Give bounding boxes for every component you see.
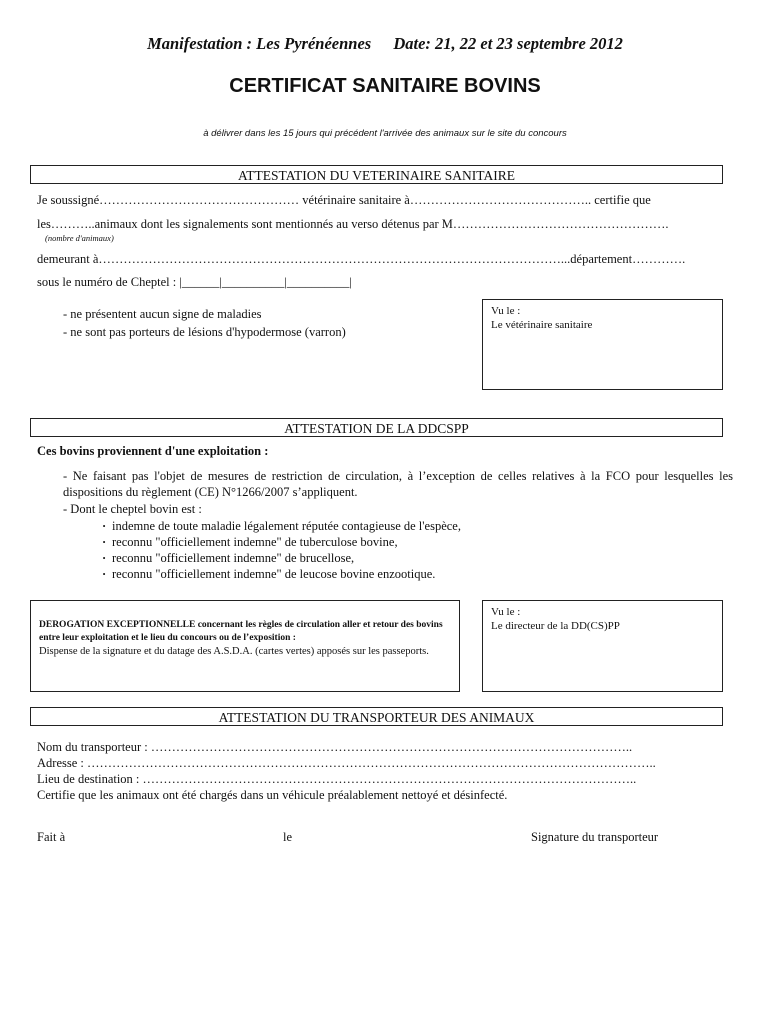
transport-section-heading: ATTESTATION DU TRANSPORTEUR DES ANIMAUX — [30, 707, 723, 726]
event-name: Manifestation : Les Pyrénéennes — [147, 34, 372, 53]
ddcspp-status-item: · reconnu "officiellement indemne" de leucose bovine enzootique. — [102, 566, 461, 582]
ddcspp-intro: Ces bovins proviennent d'une exploitation : — [37, 444, 269, 458]
vet-box-date-label: Vu le : — [491, 305, 521, 317]
ddcspp-section-heading: ATTESTATION DE LA DDCSPP — [30, 418, 723, 437]
ddcspp-paragraph-1: - Ne faisant pas l'objet de mesures de restriction de circulation, à l’exception de celles relatives à la FCO pour lesquelles les dispositions du règlement (CE) N°1266/2007 s’appliquent. — [63, 469, 733, 499]
transport-name-field[interactable]: Nom du transporteur : …………………………………………………………………………………………………….. — [37, 740, 633, 754]
vet-signature-box[interactable] — [482, 299, 723, 390]
vet-bullet-item: - ne présentent aucun signe de maladies — [63, 307, 262, 321]
transport-destination-field[interactable]: Lieu de destination : ……………………………………………………………………………………………………….. — [37, 772, 637, 786]
ddcspp-status-list — [102, 518, 461, 582]
vet-line-3: demeurant à…………………………………………………………………………………………………...département…………. — [37, 252, 686, 266]
ddcspp-status-item: · reconnu "officiellement indemne" de tuberculose bovine, — [102, 534, 461, 550]
derogation-box — [30, 600, 460, 692]
date-le-label: le — [283, 830, 293, 844]
ddcspp-paragraph-2: - Dont le cheptel bovin est : — [63, 502, 202, 516]
derogation-text: Dispense de la signature et du datage des A.S.D.A. (cartes vertes) apposés sur les passeports. — [39, 646, 429, 657]
event-header — [0, 34, 770, 54]
ddcspp-status-item: · reconnu "officiellement indemne" de brucellose, — [102, 550, 461, 566]
document-title: CERTIFICAT SANITAIRE BOVINS — [229, 75, 541, 97]
transporter-signature-label: Signature du transporteur — [531, 830, 659, 844]
vet-box-signatory: Le vétérinaire sanitaire — [491, 319, 593, 331]
ddcspp-box-date-label: Vu le : — [491, 606, 521, 618]
transport-address-field[interactable]: Adresse : ……………………………………………………………………………………………………………………….. — [37, 756, 656, 770]
ddcspp-status-item: · indemne de toute maladie légalement réputée contagieuse de l'espèce, — [102, 518, 461, 534]
vet-bullet-item: - ne sont pas porteurs de lésions d'hypodermose (varron) — [63, 325, 346, 339]
transport-certification-text: Certifie que les animaux ont été chargés dans un véhicule préalablement nettoyé et désinfecté. — [37, 788, 508, 802]
vet-line-2: les………..animaux dont les signalements sont mentionnés au verso détenus par M……………………………………………. — [37, 217, 669, 231]
vet-line-1: Je soussigné………………………………………… vétérinaire sanitaire à…………………………………….. certifie que — [37, 193, 651, 207]
event-dates: Date: 21, 22 et 23 septembre 2012 — [393, 34, 623, 53]
vet-bullets — [63, 305, 346, 341]
derogation-title: DEROGATION EXCEPTIONNELLE concernant les règles de circulation aller et retour des bovins entre leur exploitation et le lieu du concours ou de l’exposition : — [39, 620, 443, 643]
fait-a-label: Fait à — [37, 830, 66, 844]
vet-note-animal-count: (nombre d'animaux) — [45, 233, 114, 243]
vet-section-heading: ATTESTATION DU VETERINAIRE SANITAIRE — [30, 165, 723, 184]
ddcspp-box-signatory: Le directeur de la DD(CS)PP — [491, 620, 620, 632]
vet-line-4-cheptel: sous le numéro de Cheptel : |______|__________|__________| — [37, 275, 352, 289]
ddcspp-signature-box[interactable] — [482, 600, 723, 692]
document-subtitle: à délivrer dans les 15 jours qui précédent l'arrivée des animaux sur le site du concours — [203, 128, 567, 139]
